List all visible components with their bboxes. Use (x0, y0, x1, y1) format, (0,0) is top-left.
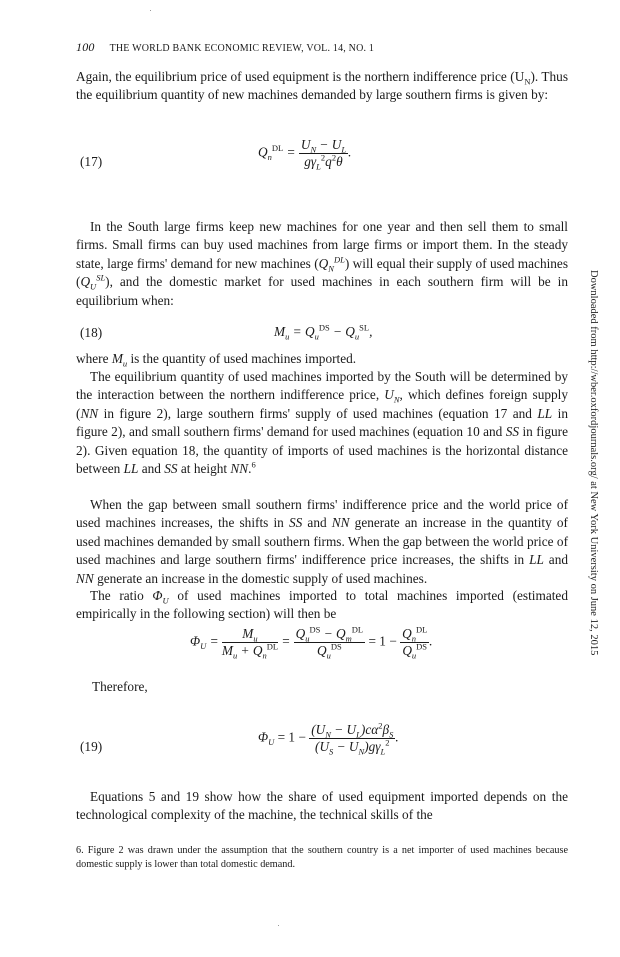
scan-speck (150, 10, 151, 11)
equation-19: $\Phi_U = 1$ − $\frac{(U_N - U_L)c\alpha^2\beta_S}{(U_S - U_N)g\gamma_L^2}$ . (258, 720, 399, 757)
equation-18-number: (18) (80, 325, 103, 340)
download-sidebar (585, 270, 603, 690)
equation-phi-ratio: $\Phi_U$ = $\frac{M_u}{M_u + Q_n^{DL}}$ = $\frac{Q_u^{DS} - Q_m^{DL}}{Q_u^{DS}}$ = 1 − $\frac{Q_n^{DL}}{Q_u^{DS}}$ . (190, 624, 433, 661)
paragraph-6: The ratio $\Phi_U$ of used machines imported to total machines imported (estimated empirically in the following section) will then be (76, 588, 568, 622)
equation-19-number: (19) (80, 739, 103, 754)
download-notice: Downloaded from http://wber.oxfordjournals.org/ at New York University on June 12, 2015 (588, 270, 599, 656)
scan-speck (278, 925, 279, 926)
equation-18: $M_u = Q_u^{DS} - Q_u^{SL}$, (274, 322, 373, 342)
journal-title: THE WORLD BANK ECONOMIC REVIEW, VOL. 14, NO. 1 (109, 43, 375, 54)
equation-17-number: (17) (80, 154, 103, 169)
footnote-marker: 6 (251, 459, 256, 470)
running-header (76, 40, 374, 55)
paragraph-2: In the South large firms keep new machines for one year and then sell them to small firms. Small firms can buy used machines from large firms or import them. In the steady state, large firms' demand for new machines $(Q_N^{DL})$ will equal their supply of used machines $(Q_U^{SL})$, and the domestic market for used machines in each southern firm will be in equilibrium when: (76, 219, 569, 308)
equation-17: $Q_n^{DL}$ = $\frac{U_N - U_L}{g\gamma_L^2q^2\theta}$ . (258, 137, 352, 172)
paragraph-3: where $M_u$ is the quantity of used machines imported. (76, 351, 357, 369)
paragraph-4: The equilibrium quantity of used machines imported by the South will be determined by the interaction between the northern indifference price, $U_N$, which defines foreign supply (NN in figure 2), large southern firms' supply of used machines (equation 17 and LL in figure 2), and small southern firms' demand for used machines (equation 10 and SS in figure 2). Given equation 18, the quantity of imports of used machines is the horizontal distance between LL and SS at height NN.$^6$ (76, 369, 569, 477)
paragraph-5: When the gap between small southern firms' indifference price and the world price of used machines increases, the shifts in SS and NN generate an increase in the quantity of used machines demanded by small southern firms. When the gap between the world price of used machines and large southern firms' indifference price increases, the shifts in LL and NN generate an increase in the domestic supply of used machines. (76, 497, 568, 586)
paragraph-8: Equations 5 and 19 show how the share of used equipment imported depends on the technological complexity of the machine, the technical skills of the (76, 789, 568, 823)
footnote-6: 6. Figure 2 was drawn under the assumption that the southern country is a net importer of used machines because domestic supply is lower than total domestic demand. (76, 845, 568, 870)
paragraph-therefore: Therefore, (92, 679, 148, 694)
page-number: 100 (76, 40, 95, 54)
paragraph-1: Again, the equilibrium price of used equipment is the northern indifference price $(U_N)$. Thus the equilibrium quantity of new machines demanded by large southern firms is given by: (76, 69, 568, 103)
